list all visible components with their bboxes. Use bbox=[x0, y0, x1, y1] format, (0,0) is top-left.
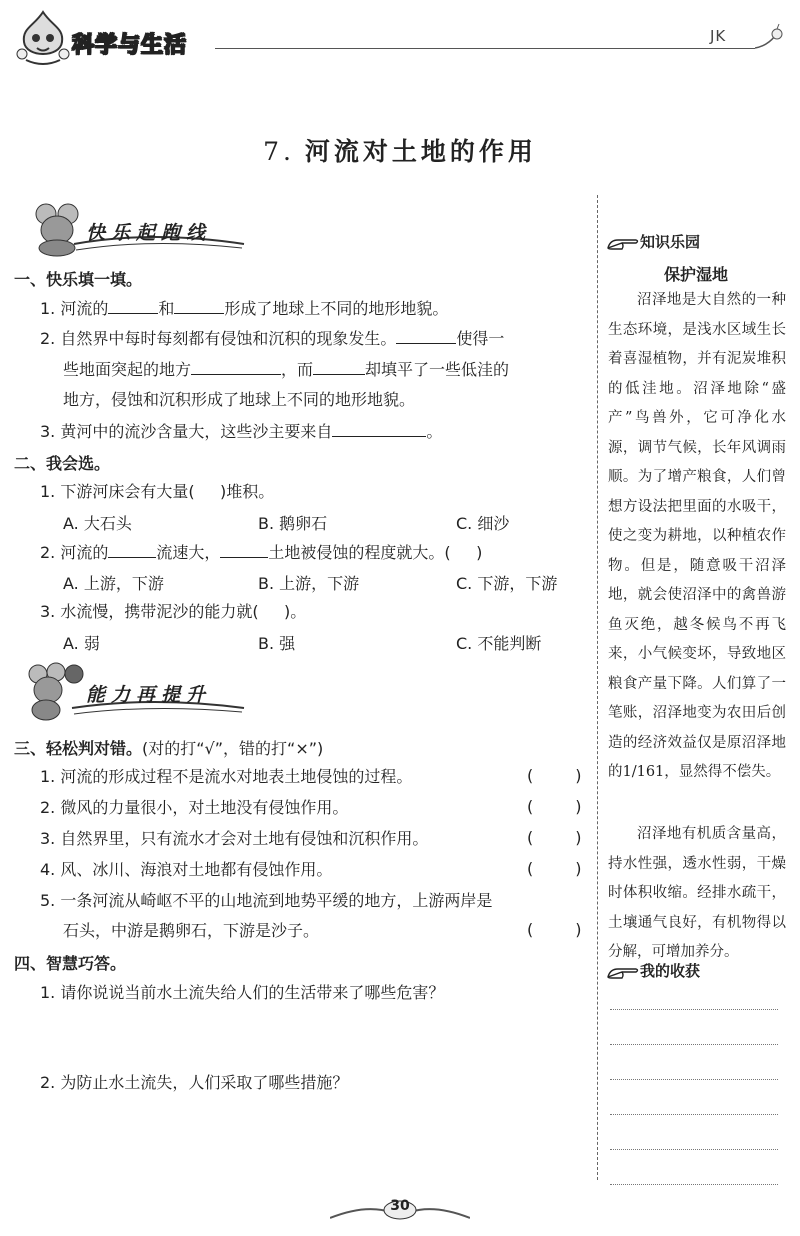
sec1-q2-line3: 地方，侵蚀和沉积形成了地球上不同的地形地貌。 bbox=[63, 390, 416, 409]
sec4-q1: 1. 请你说说当前水土流失给人们的生活带来了哪些危害？ bbox=[40, 983, 445, 1002]
sec2-q1-option-b[interactable]: B. 鹅卵石 bbox=[258, 514, 328, 533]
blank-8[interactable] bbox=[220, 541, 268, 558]
sec2-q3-option-a[interactable]: A. 弱 bbox=[63, 634, 100, 653]
sprout-ornament-icon bbox=[755, 22, 789, 52]
gain-line-1[interactable] bbox=[610, 1009, 778, 1010]
wetland-paragraph-2: 沼泽地有机质含量高，持水性强，透水性弱，干燥时体积收缩。经排水疏干，土壤通气良好，有机物得以分解，可增加养分。 bbox=[608, 826, 786, 960]
gain-line-5[interactable] bbox=[610, 1149, 778, 1150]
blank-3[interactable] bbox=[396, 327, 456, 344]
judge-item-3: 3. 自然界里，只有流水才会对土地有侵蚀和沉积作用。 bbox=[40, 829, 429, 848]
sec2-q1: 1. 下游河床会有大量( )堆积。 bbox=[40, 482, 275, 501]
blank-2[interactable] bbox=[174, 297, 224, 314]
sec4-q1-answer-area[interactable] bbox=[63, 1010, 583, 1068]
sec2-q1-option-c[interactable]: C. 细沙 bbox=[456, 514, 510, 533]
section-3-note: (对的打“√”，错的打“×”) bbox=[142, 739, 324, 758]
section-2-title: 二、我会选。 bbox=[14, 454, 111, 473]
sec2-q2: 2. 河流的 流速大， 土地被侵蚀的程度就大。( ) bbox=[40, 543, 483, 562]
series-code: JK bbox=[710, 27, 727, 45]
banner-warmup bbox=[12, 200, 252, 258]
banner-improve bbox=[12, 662, 252, 720]
mascot-logo-icon bbox=[12, 8, 74, 70]
blank-6[interactable] bbox=[332, 420, 426, 437]
sec1-q2-line2: 些地面突起的地方 ，而 却填平了一些低洼的 bbox=[63, 360, 510, 379]
judge-item-2: 2. 微风的力量很小，对土地没有侵蚀作用。 bbox=[40, 798, 349, 817]
judge-answer-3[interactable]: ( ) bbox=[527, 828, 582, 847]
sec1-q2-line1: 2. 自然界中每时每刻都有侵蚀和沉积的现象发生。 使得一 bbox=[40, 329, 505, 348]
judge-item-5-cont: 石头，中游是鹅卵石，下游是沙子。 bbox=[63, 921, 320, 940]
sec2-q2-option-a[interactable]: A. 上游，下游 bbox=[63, 574, 164, 593]
section-1-title: 一、快乐填一填。 bbox=[14, 270, 143, 289]
gain-line-3[interactable] bbox=[610, 1079, 778, 1080]
blank-1[interactable] bbox=[108, 297, 158, 314]
sec4-q2-answer-area[interactable] bbox=[63, 1100, 583, 1180]
sec2-q3: 3. 水流慢，携带泥沙的能力就( )。 bbox=[40, 602, 307, 621]
header-rule bbox=[215, 48, 755, 49]
sidebar-divider bbox=[597, 195, 598, 1180]
blank-5[interactable] bbox=[313, 358, 365, 375]
knowledge-header: 知识乐园 bbox=[606, 231, 700, 254]
wetland-title: 保护湿地 bbox=[663, 265, 728, 284]
sec2-q2-option-b[interactable]: B. 上游，下游 bbox=[258, 574, 360, 593]
pointing-hand-icon bbox=[606, 232, 640, 254]
page-number: 30 bbox=[390, 1198, 410, 1214]
blank-4[interactable] bbox=[191, 358, 281, 375]
gain-line-2[interactable] bbox=[610, 1044, 778, 1045]
judge-answer-5[interactable]: ( ) bbox=[527, 920, 582, 939]
lesson-title-text: 河流对土地的作用 bbox=[304, 137, 537, 166]
lesson-number: 7. bbox=[263, 137, 295, 166]
sec4-q2: 2. 为防止水土流失，人们采取了哪些措施？ bbox=[40, 1073, 349, 1092]
sec2-q3-option-c[interactable]: C. 不能判断 bbox=[456, 634, 542, 653]
blank-7[interactable] bbox=[108, 541, 156, 558]
judge-item-5: 5. 一条河流从崎岖不平的山地流到地势平缓的地方，上游两岸是 bbox=[40, 891, 493, 910]
judge-answer-2[interactable]: ( ) bbox=[527, 797, 582, 816]
banner-warmup-text: 快乐起跑线 bbox=[86, 222, 212, 244]
wetland-paragraph-1: 沼泽地是大自然的一种生态环境，是浅水区域生长着喜湿植物，并有泥炭堆积的低洼地。沼泽地除“盛产”鸟兽外，它可净化水源，调节气候，长年风调雨顺。为了增产粮食，人们曾想方设法把里面的水吸干，使之变为耕地，以种植农作物。但是，随意吸干沼泽地，就会使沼泽中的禽兽游鱼灭绝，越冬候鸟不再飞来，小气候变坏，导致地区粮食产量下降。人们算了一笔账，沼泽地变为农田后创造的经济效益仅是原沼泽地的1/161，显然得不偿失。 bbox=[608, 292, 786, 780]
judge-answer-4[interactable]: ( ) bbox=[527, 859, 582, 878]
judge-item-1: 1. 河流的形成过程不是流水对地表土地侵蚀的过程。 bbox=[40, 767, 413, 786]
gain-header: 我的收获 bbox=[606, 960, 700, 983]
judge-item-4: 4. 风、冰川、海浪对土地都有侵蚀作用。 bbox=[40, 860, 333, 879]
sec1-q3: 3. 黄河中的流沙含量大，这些沙主要来自 。 bbox=[40, 422, 443, 441]
judge-answer-1[interactable]: ( ) bbox=[527, 766, 582, 785]
lesson-title bbox=[0, 132, 800, 168]
section-3-title: 三、轻松判对错。(对的打“√”，错的打“×”) bbox=[14, 739, 324, 758]
sec2-q2-option-c[interactable]: C. 下游，下游 bbox=[456, 574, 558, 593]
series-title: 科学与生活 bbox=[72, 33, 188, 58]
sec2-q1-option-a[interactable]: A. 大石头 bbox=[63, 514, 132, 533]
pointing-hand-icon bbox=[606, 961, 640, 983]
gain-line-6[interactable] bbox=[610, 1184, 778, 1185]
gain-line-4[interactable] bbox=[610, 1114, 778, 1115]
sec2-q3-option-b[interactable]: B. 强 bbox=[258, 634, 296, 653]
banner-improve-text: 能力再提升 bbox=[86, 684, 212, 706]
section-4-title: 四、智慧巧答。 bbox=[14, 954, 127, 973]
sec1-q1: 1. 河流的 和 形成了地球上不同的地形地貌。 bbox=[40, 299, 449, 318]
